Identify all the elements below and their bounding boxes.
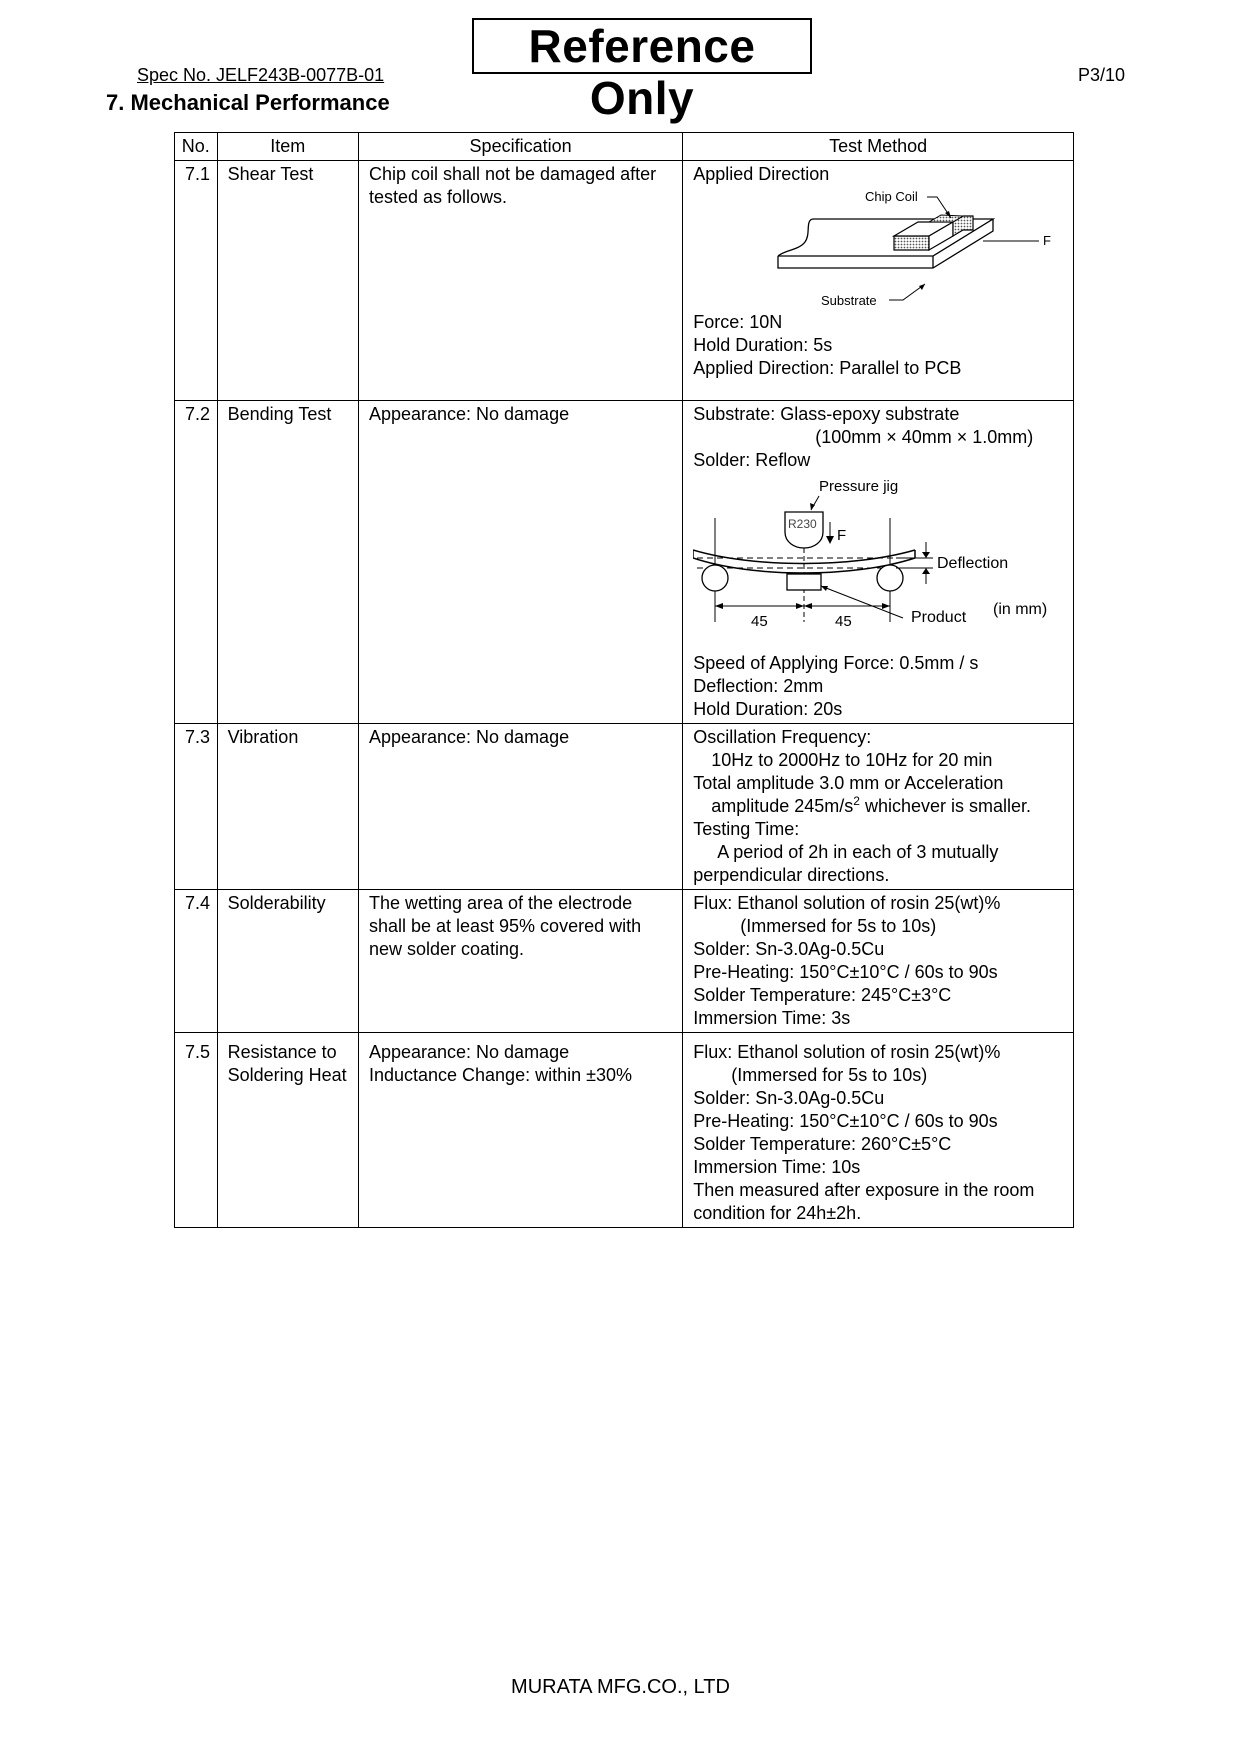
row-spec: Appearance: No damage Inductance Change: within ±30% <box>358 1033 682 1228</box>
table-row <box>175 724 1074 890</box>
table-row <box>175 161 1074 401</box>
header-specification: Specification <box>358 133 682 161</box>
mechanical-performance-table <box>174 132 1074 1228</box>
table-row <box>175 401 1074 724</box>
deflection-label: Deflection <box>937 555 1009 572</box>
unit-label: (in mm) <box>993 601 1048 618</box>
row-test-method: Flux: Ethanol solution of rosin 25(wt)% (Immersed for 5s to 10s) Solder: Sn-3.0Ag-0.5Cu Pre-Heating: 150°C±10°C / 60s to 90s Solder Temperature: 245°C±3°C Immersion Time: 3s <box>683 890 1074 1033</box>
row-item: Vibration <box>217 724 358 890</box>
product-label: Product <box>911 609 967 626</box>
table-row <box>175 1033 1074 1228</box>
dimension-right: 45 <box>835 613 852 630</box>
header-item: Item <box>217 133 358 161</box>
force-label: F <box>1043 233 1052 248</box>
page-number: P3/10 <box>1078 65 1126 85</box>
reference-only-stamp: Reference Only <box>472 18 812 74</box>
bending-test-diagram <box>693 472 1058 652</box>
row-no: 7.2 <box>175 401 218 724</box>
row-no: 7.5 <box>175 1033 218 1228</box>
row-test-method: Flux: Ethanol solution of rosin 25(wt)% (Immersed for 5s to 10s) Solder: Sn-3.0Ag-0.5Cu Pre-Heating: 150°C±10°C / 60s to 90s Solder Temperature: 260°C±5°C Immersion Time: 10s Then measured after exposure in the room condition for 24h±2h. <box>683 1033 1074 1228</box>
row-item: Bending Test <box>217 401 358 724</box>
spec-number: Spec No. JELF243B-0077B-01 <box>137 65 385 85</box>
pressure-jig-label: Pressure jig <box>819 478 899 495</box>
row-test-method: Applied Direction Chip Coil F Substrate Force: 10N Hold Duration: 5s Applied Direction: Parallel to PCB <box>683 161 1074 401</box>
table-header-row <box>175 133 1074 161</box>
row-no: 7.1 <box>175 161 218 401</box>
header-no: No. <box>175 133 218 161</box>
chip-coil-label: Chip Coil <box>865 189 918 204</box>
row-spec: The wetting area of the electrode shall be at least 95% covered with new solder coating. <box>358 890 682 1033</box>
row-test-method: Substrate: Glass-epoxy substrate (100mm × 40mm × 1.0mm) Solder: Reflow Pressure jig R230 F Deflection Product (in mm) 45 45 Speed of Applying Force: 0.5mm / s Deflection: 2mm Hold Duration: 20s <box>683 401 1074 724</box>
row-spec: Appearance: No damage <box>358 724 682 890</box>
row-test-method: Oscillation Frequency: 10Hz to 2000Hz to 10Hz for 20 min Total amplitude 3.0 mm or Acceleration amplitude $245m/s^2$ whichever is smaller. Testing Time: A period of 2h in each of 3 mutually perpendicular directions. <box>683 724 1074 890</box>
force-label: F <box>837 527 847 544</box>
row-no: 7.4 <box>175 890 218 1033</box>
radius-label: R230 <box>788 517 817 531</box>
dimension-left: 45 <box>751 613 768 630</box>
header-test-method: Test Method <box>683 133 1074 161</box>
row-spec: Appearance: No damage <box>358 401 682 724</box>
table-row <box>175 890 1074 1033</box>
row-no: 7.3 <box>175 724 218 890</box>
section-title: 7. Mechanical Performance <box>106 90 390 115</box>
shear-test-diagram <box>693 186 1058 311</box>
row-item: Shear Test <box>217 161 358 401</box>
row-spec: Chip coil shall not be damaged after tested as follows. <box>358 161 682 401</box>
row-item: Resistance to Soldering Heat <box>217 1033 358 1228</box>
substrate-label: Substrate <box>821 293 877 308</box>
row-item: Solderability <box>217 890 358 1033</box>
company-footer: MURATA MFG.CO., LTD <box>511 1676 730 1698</box>
